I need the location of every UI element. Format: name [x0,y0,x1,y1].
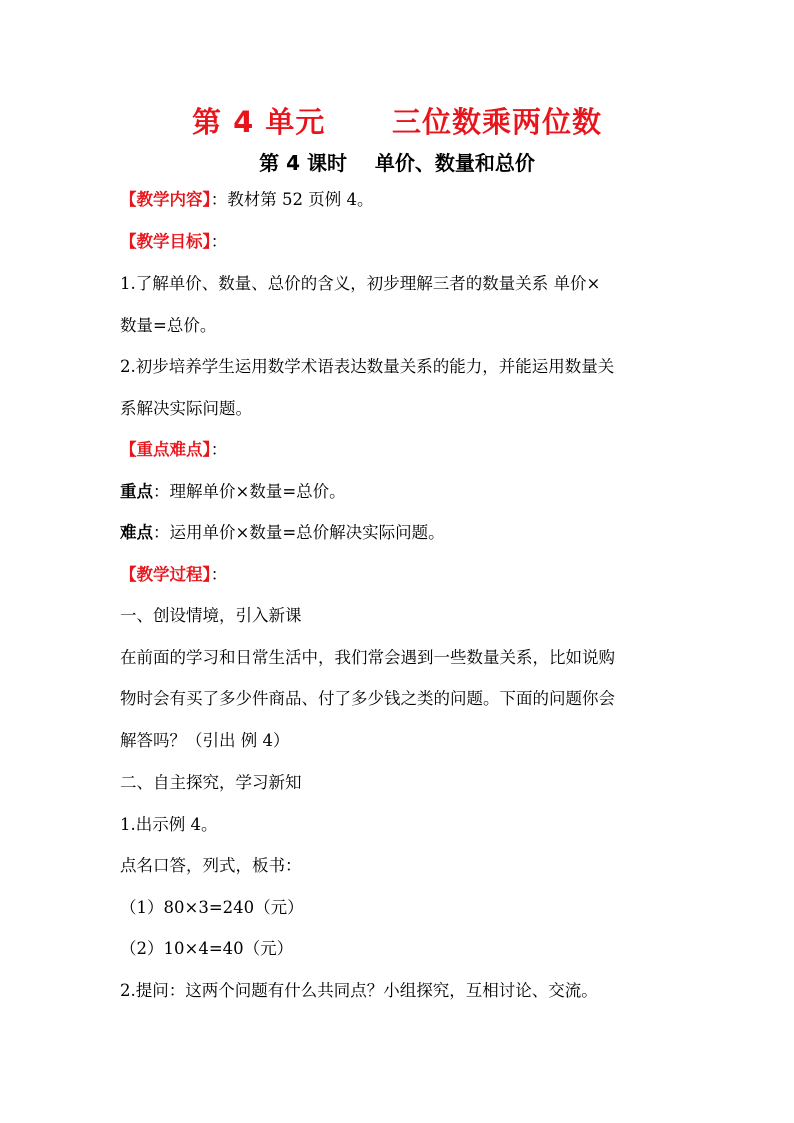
key-label: 【重点难点】 [120,440,211,459]
goal-text: ： [210,232,228,251]
goal-line [120,234,227,251]
content-text: ：教材第 52 页例 4。 [210,190,374,209]
key-text: ： [210,440,228,459]
process-label: 【教学过程】 [120,565,211,584]
section-1-para-3: 解答吗？（引出 例 4） [120,731,290,750]
section-1-para-1: 在前面的学习和日常生活中，我们常会遇到一些数量关系，比如说购 [120,648,615,667]
section-1-heading: 一、创设情境，引入新课 [120,606,302,625]
lesson-subtitle: 第 4 课时 单价、数量和总价 [259,151,535,175]
key-point-text: ：理解单价×数量=总价。 [153,482,346,501]
goal-2a: 2.初步培养学生运用数学术语表达数量关系的能力，并能运用数量关 [120,357,615,376]
section-2-item-3: （1）80×3=240（元） [120,898,304,917]
goal-1a: 1.了解单价、数量、总价的含义，初步理解三者的数量关系 单价× [120,274,601,293]
difficult-line [120,525,445,542]
goal-label: 【教学目标】 [120,232,211,251]
section-2-heading: 二、自主探究，学习新知 [120,773,302,792]
section-2-item-2: 点名口答，列式，板书： [120,856,302,875]
process-text: ： [210,565,228,584]
section-2-item-5: 2.提问：这两个问题有什么共同点？小组探究，互相讨论、交流。 [120,981,598,1000]
content-label: 【教学内容】 [120,190,211,209]
key-point-line [120,484,346,501]
difficult-text: ：运用单价×数量=总价解决实际问题。 [153,523,445,542]
section-2-item-4: （2）10×4=40（元） [120,939,294,958]
content-line [120,192,373,209]
section-2-item-1: 1.出示例 4。 [120,815,218,834]
goal-2b: 系解决实际问题。 [120,399,252,418]
process-line [120,567,227,584]
goal-1b: 数量=总价。 [120,316,217,335]
unit-title: 第 4 单元 三位数乘两位数 [192,105,602,139]
difficult-label: 难点 [120,523,153,542]
key-point-label: 重点 [120,482,153,501]
section-1-para-2: 物时会有买了多少件商品、付了多少钱之类的问题。下面的问题你会 [120,689,615,708]
key-line [120,442,227,459]
